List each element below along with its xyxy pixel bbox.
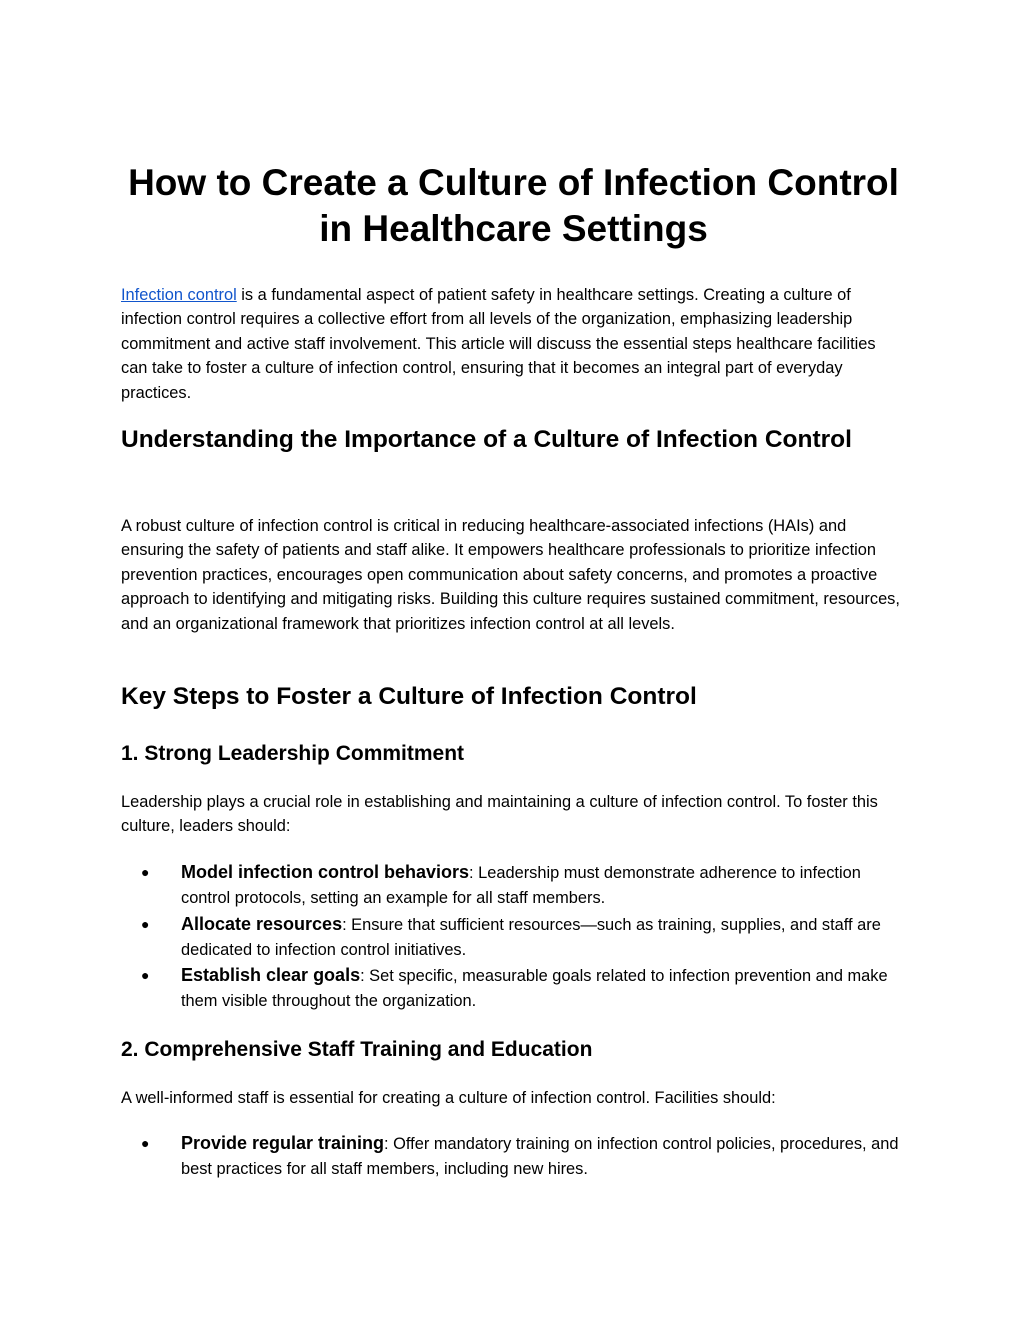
step1-bullet-list <box>121 860 906 1015</box>
section-heading-key-steps: Key Steps to Foster a Culture of Infection Control <box>121 683 697 710</box>
step1-heading: 1. Strong Leadership Commitment <box>121 742 465 765</box>
intro-text: is a fundamental aspect of patient safety in healthcare settings. Creating a culture of infection control requires a collective effort from all levels of the organization, emphasizing leadership commitment and active staff involvement. This article will discuss the essential steps healthcare facilities can take to foster a culture of infection control, ensuring that it becomes an integral part of everyday practices. <box>121 286 876 402</box>
bullet-text: : Offer mandatory training on infection control policies, procedures, and best practices for all staff members, including new hires. <box>181 1135 899 1178</box>
list-item <box>121 963 906 1014</box>
step1-paragraph: Leadership plays a crucial role in establishing and maintaining a culture of infection control. To foster this culture, leaders should: <box>121 793 878 836</box>
bullet-term: Allocate resources <box>181 913 343 934</box>
page-title: How to Create a Culture of Infection Control in Healthcare Settings <box>128 162 899 249</box>
bullet-term: Establish clear goals <box>181 965 361 986</box>
infection-control-link[interactable]: Infection control <box>121 286 237 304</box>
bullet-icon: ● <box>141 1135 150 1151</box>
importance-paragraph: A robust culture of infection control is critical in reducing healthcare-associated infections (HAIs) and ensuring the safety of patients and staff alike. It empowers healthcare professionals to prioritize infection prevention practices, encourages open communication about safety concerns, and promotes a proactive approach to identifying and mitigating risks. Building this culture requires sustained commitment, resources, and an organizational framework that prioritizes infection control at all levels. <box>121 517 900 633</box>
bullet-icon: ● <box>141 967 150 984</box>
list-item <box>121 1131 906 1182</box>
intro-paragraph <box>121 283 906 405</box>
step2-heading: 2. Comprehensive Staff Training and Education <box>121 1038 593 1061</box>
bullet-icon: ● <box>141 864 150 880</box>
step2-paragraph: A well-informed staff is essential for creating a culture of infection control. Facilities should: <box>121 1089 776 1107</box>
list-item <box>121 912 906 963</box>
bullet-text: : Set specific, measurable goals related to infection prevention and make them visible throughout the organization. <box>181 967 888 1011</box>
step2-bullet-list <box>121 1131 906 1183</box>
bullet-icon: ● <box>141 915 150 932</box>
bullet-text: : Ensure that sufficient resources—such as training, supplies, and staff are dedicated to infection control initiatives. <box>181 915 881 959</box>
bullet-term: Model infection control behaviors <box>181 862 470 882</box>
list-item <box>121 860 906 911</box>
bullet-term: Provide regular training <box>181 1133 385 1153</box>
section-heading-importance: Understanding the Importance of a Culture of Infection Control <box>121 426 852 453</box>
bullet-text: : Leadership must demonstrate adherence to infection control protocols, setting an example for all staff members. <box>181 864 861 907</box>
